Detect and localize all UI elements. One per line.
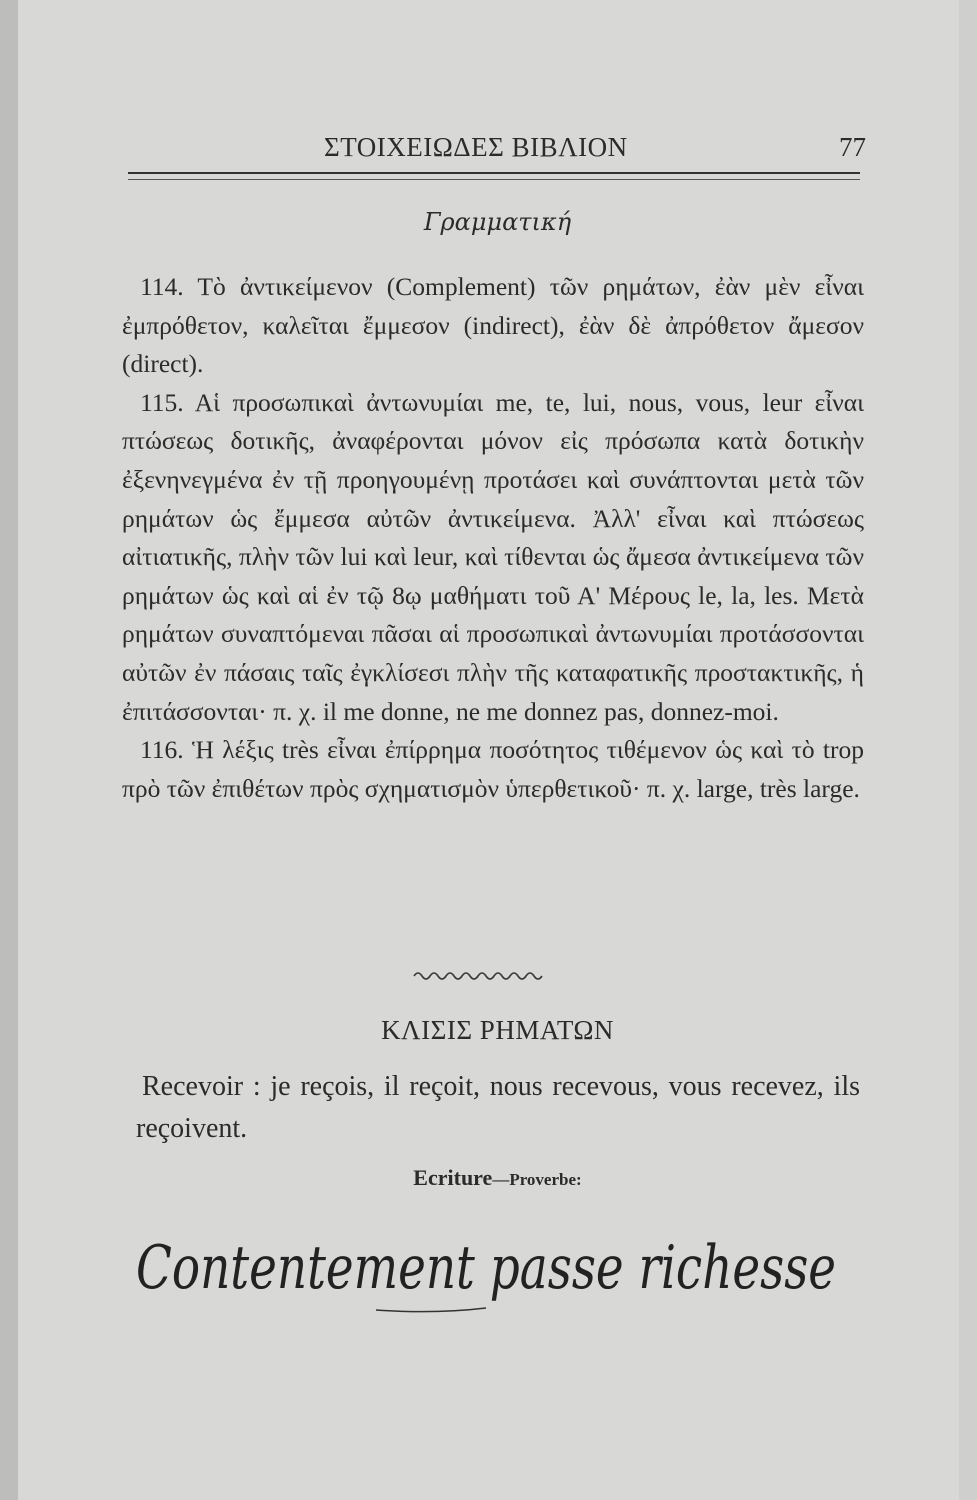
- conjugation-heading: ΚΛΙΣΙΣ ΡΗΜΑΤΩΝ: [381, 1015, 614, 1045]
- handwritten-proverb-text: Contentement passe richesse: [136, 1233, 836, 1303]
- body-text: [122, 268, 864, 808]
- page-header: [128, 132, 868, 166]
- conjugation-text: Recevoir : je reçois, il reçoit, nous recevous, vous recevez, ils reçoivent.: [136, 1071, 860, 1144]
- handwritten-proverb: [126, 1210, 846, 1330]
- wavy-divider: [412, 968, 546, 982]
- section-title: Γραμματική: [423, 208, 572, 236]
- writing-label: [18, 1165, 977, 1191]
- page-number: 77: [839, 132, 866, 162]
- proverb-label: —Proverbe:: [492, 1170, 582, 1189]
- paragraph-115: 115. Αἱ προσωπικαὶ ἀντωνυμίαι me, te, lui, nous, vous, leur εἶναι πτώσεως δοτικῆς, ἀναφέρονται μόνον εἰς πρόσωπα κατὰ δοτικὴν ἐξενηνεγμένα ἐν τῇ προηγουμένῃ προτάσει καὶ συνάπτονται μετὰ τῶν ρημάτων ὡς ἔμμεσα αὐτῶν ἀντικείμενα. Ἀλλ' εἶναι καὶ πτώσεως αἰτιατικῆς, πλὴν τῶν lui καὶ leur, καὶ τίθενται ὡς ἄμεσα ἀντικείμενα τῶν ρημάτων ὡς καὶ αἱ ἐν τῷ 8ῳ μαθήματι τοῦ Α' Μέρους le, la, les. Μετὰ ρημάτων συναπτόμεναι πᾶσαι αἱ προσωπικαὶ ἀντωνυμίαι προτάσσονται αὐτῶν ἐν πάσαις ταῖς ἐγκλίσεσι πλὴν τῆς καταφατικῆς προστακτικῆς, ἡ ἐπιτάσσονται· π. χ. il me donne, ne me donnez pas, donnez-moi.: [122, 387, 864, 726]
- paragraph-116: 116. Ἡ λέξις très εἶναι ἐπίρρημα ποσότητος τιθέμενον ὡς καὶ τὸ trop πρὸ τῶν ἐπιθέτων πρὸς σχηματισμὸν ὑπερθετικοῦ· π. χ. large, très large.: [122, 735, 864, 803]
- paragraph-114: 114. Τὸ ἀντικείμενον (Complement) τῶν ρημάτων, ἐὰν μὲν εἶναι ἐμπρόθετον, καλεῖται ἔμμεσον (indirect), ἐὰν δὲ ἀπρόθετον ἄμεσον (direct).: [122, 272, 864, 379]
- header-rule: [128, 172, 860, 180]
- writing-label-text: Ecriture: [413, 1165, 493, 1190]
- running-title: ΣΤΟΙΧΕΙΩΔΕΣ ΒΙΒΛΙΟΝ: [324, 132, 628, 162]
